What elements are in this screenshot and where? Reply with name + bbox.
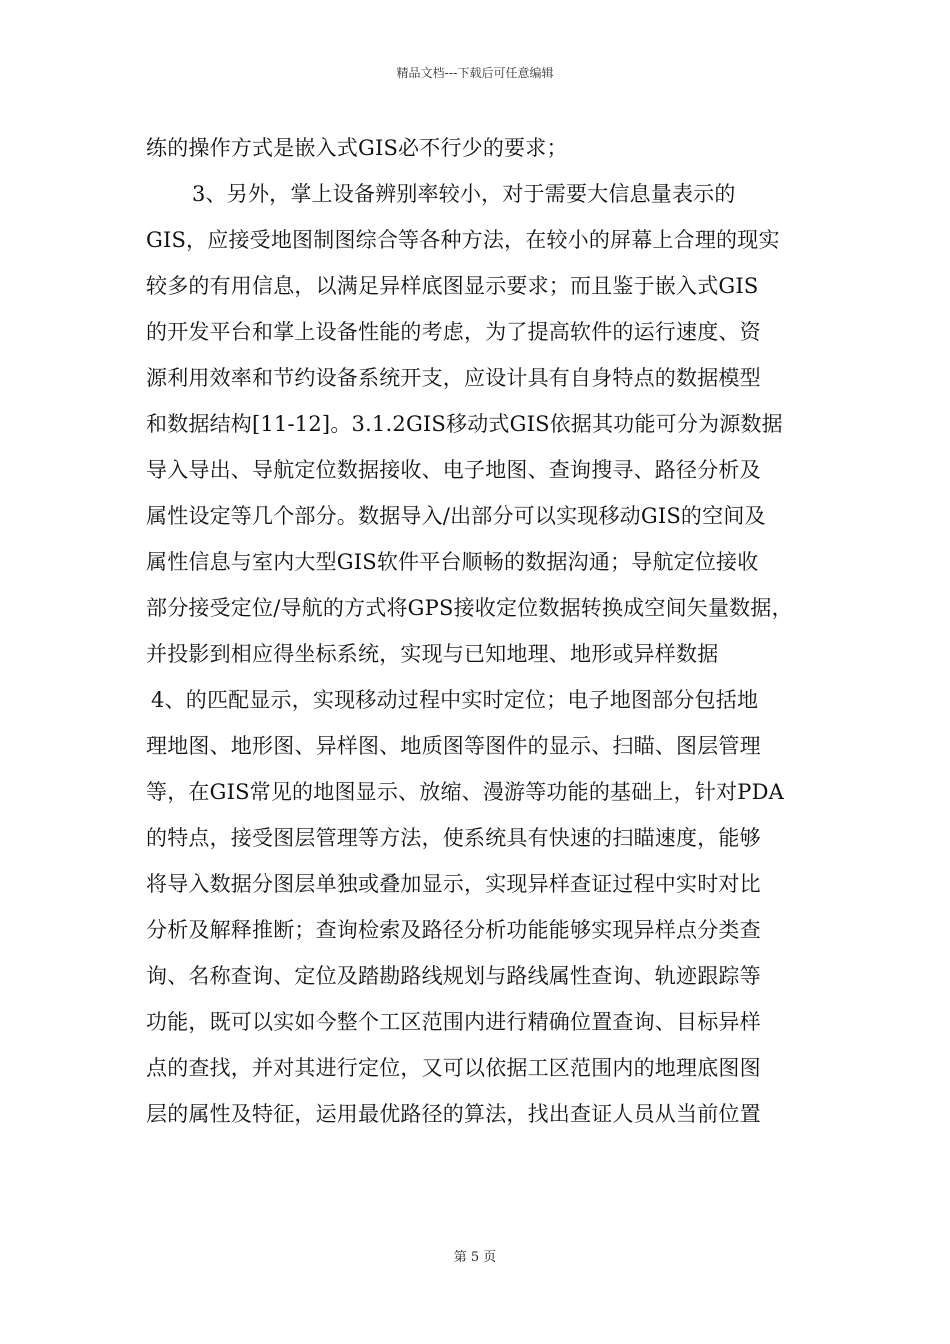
- text-line: 较多的有用信息，以满足异样底图显示要求；而且鉴于嵌入式GIS: [146, 274, 759, 298]
- text-line: 分析及解释推断；查询检索及路径分析功能能够实现异样点分类查: [146, 918, 761, 942]
- text-line: GIS，应接受地图制图综合等各种方法，在较小的屏幕上合理的现实: [146, 228, 780, 252]
- text-line: 源利用效率和节约设备系统开支，应设计具有自身特点的数据模型: [146, 366, 761, 390]
- text-line: 练的操作方式是嵌入式GIS必不行少的要求；: [146, 136, 568, 160]
- page-number: 第 5 页: [453, 1250, 497, 1265]
- text-line: 理地图、地形图、异样图、地质图等图件的显示、扫瞄、图层管理: [146, 734, 761, 758]
- text-line: 4、的匹配显示，实现移动过程中实时定位；电子地图部分包括地: [151, 688, 759, 712]
- text-line: 询、名称查询、定位及踏勘路线规划与路线属性查询、轨迹跟踪等: [146, 964, 761, 988]
- text-line: 点的查找，并对其进行定位，又可以依据工区范围内的地理底图图: [146, 1056, 761, 1080]
- text-line: 部分接受定位/导航的方式将GPS接收定位数据转换成空间矢量数据，: [146, 596, 793, 620]
- text-line: 将导入数据分图层单独或叠加显示，实现异样查证过程中实时对比: [146, 872, 761, 896]
- text-line: 层的属性及特征，运用最优路径的算法，找出查证人员从当前位置: [146, 1102, 761, 1126]
- text-line: 的开发平台和掌上设备性能的考虑，为了提高软件的运行速度、资: [146, 320, 761, 344]
- document-body: [146, 130, 826, 1142]
- text-line: 并投影到相应得坐标系统，实现与已知地理、地形或异样数据: [146, 642, 719, 666]
- page-header: 精品文档---下载后可任意编辑: [396, 66, 554, 80]
- text-line: 功能，既可以实如今整个工区范围内进行精确位置查询、目标异样: [146, 1010, 761, 1034]
- text-line: 导入导出、导航定位数据接收、电子地图、查询搜寻、路径分析及: [146, 458, 761, 482]
- text-line: 的特点，接受图层管理等方法，使系统具有快速的扫瞄速度，能够: [146, 826, 761, 850]
- text-line: 3、另外，掌上设备辨别率较小，对于需要大信息量表示的: [192, 182, 736, 206]
- text-line: 和数据结构[11-12]。3.1.2GIS移动式GIS依据其功能可分为源数据: [146, 412, 783, 436]
- text-line: 等，在GIS常见的地图显示、放缩、漫游等功能的基础上，针对PDA: [146, 780, 784, 804]
- text-line: 属性信息与室内大型GIS软件平台顺畅的数据沟通；导航定位接收: [146, 550, 759, 574]
- text-line: 属性设定等几个部分。数据导入/出部分可以实现移动GIS的空间及: [146, 504, 766, 528]
